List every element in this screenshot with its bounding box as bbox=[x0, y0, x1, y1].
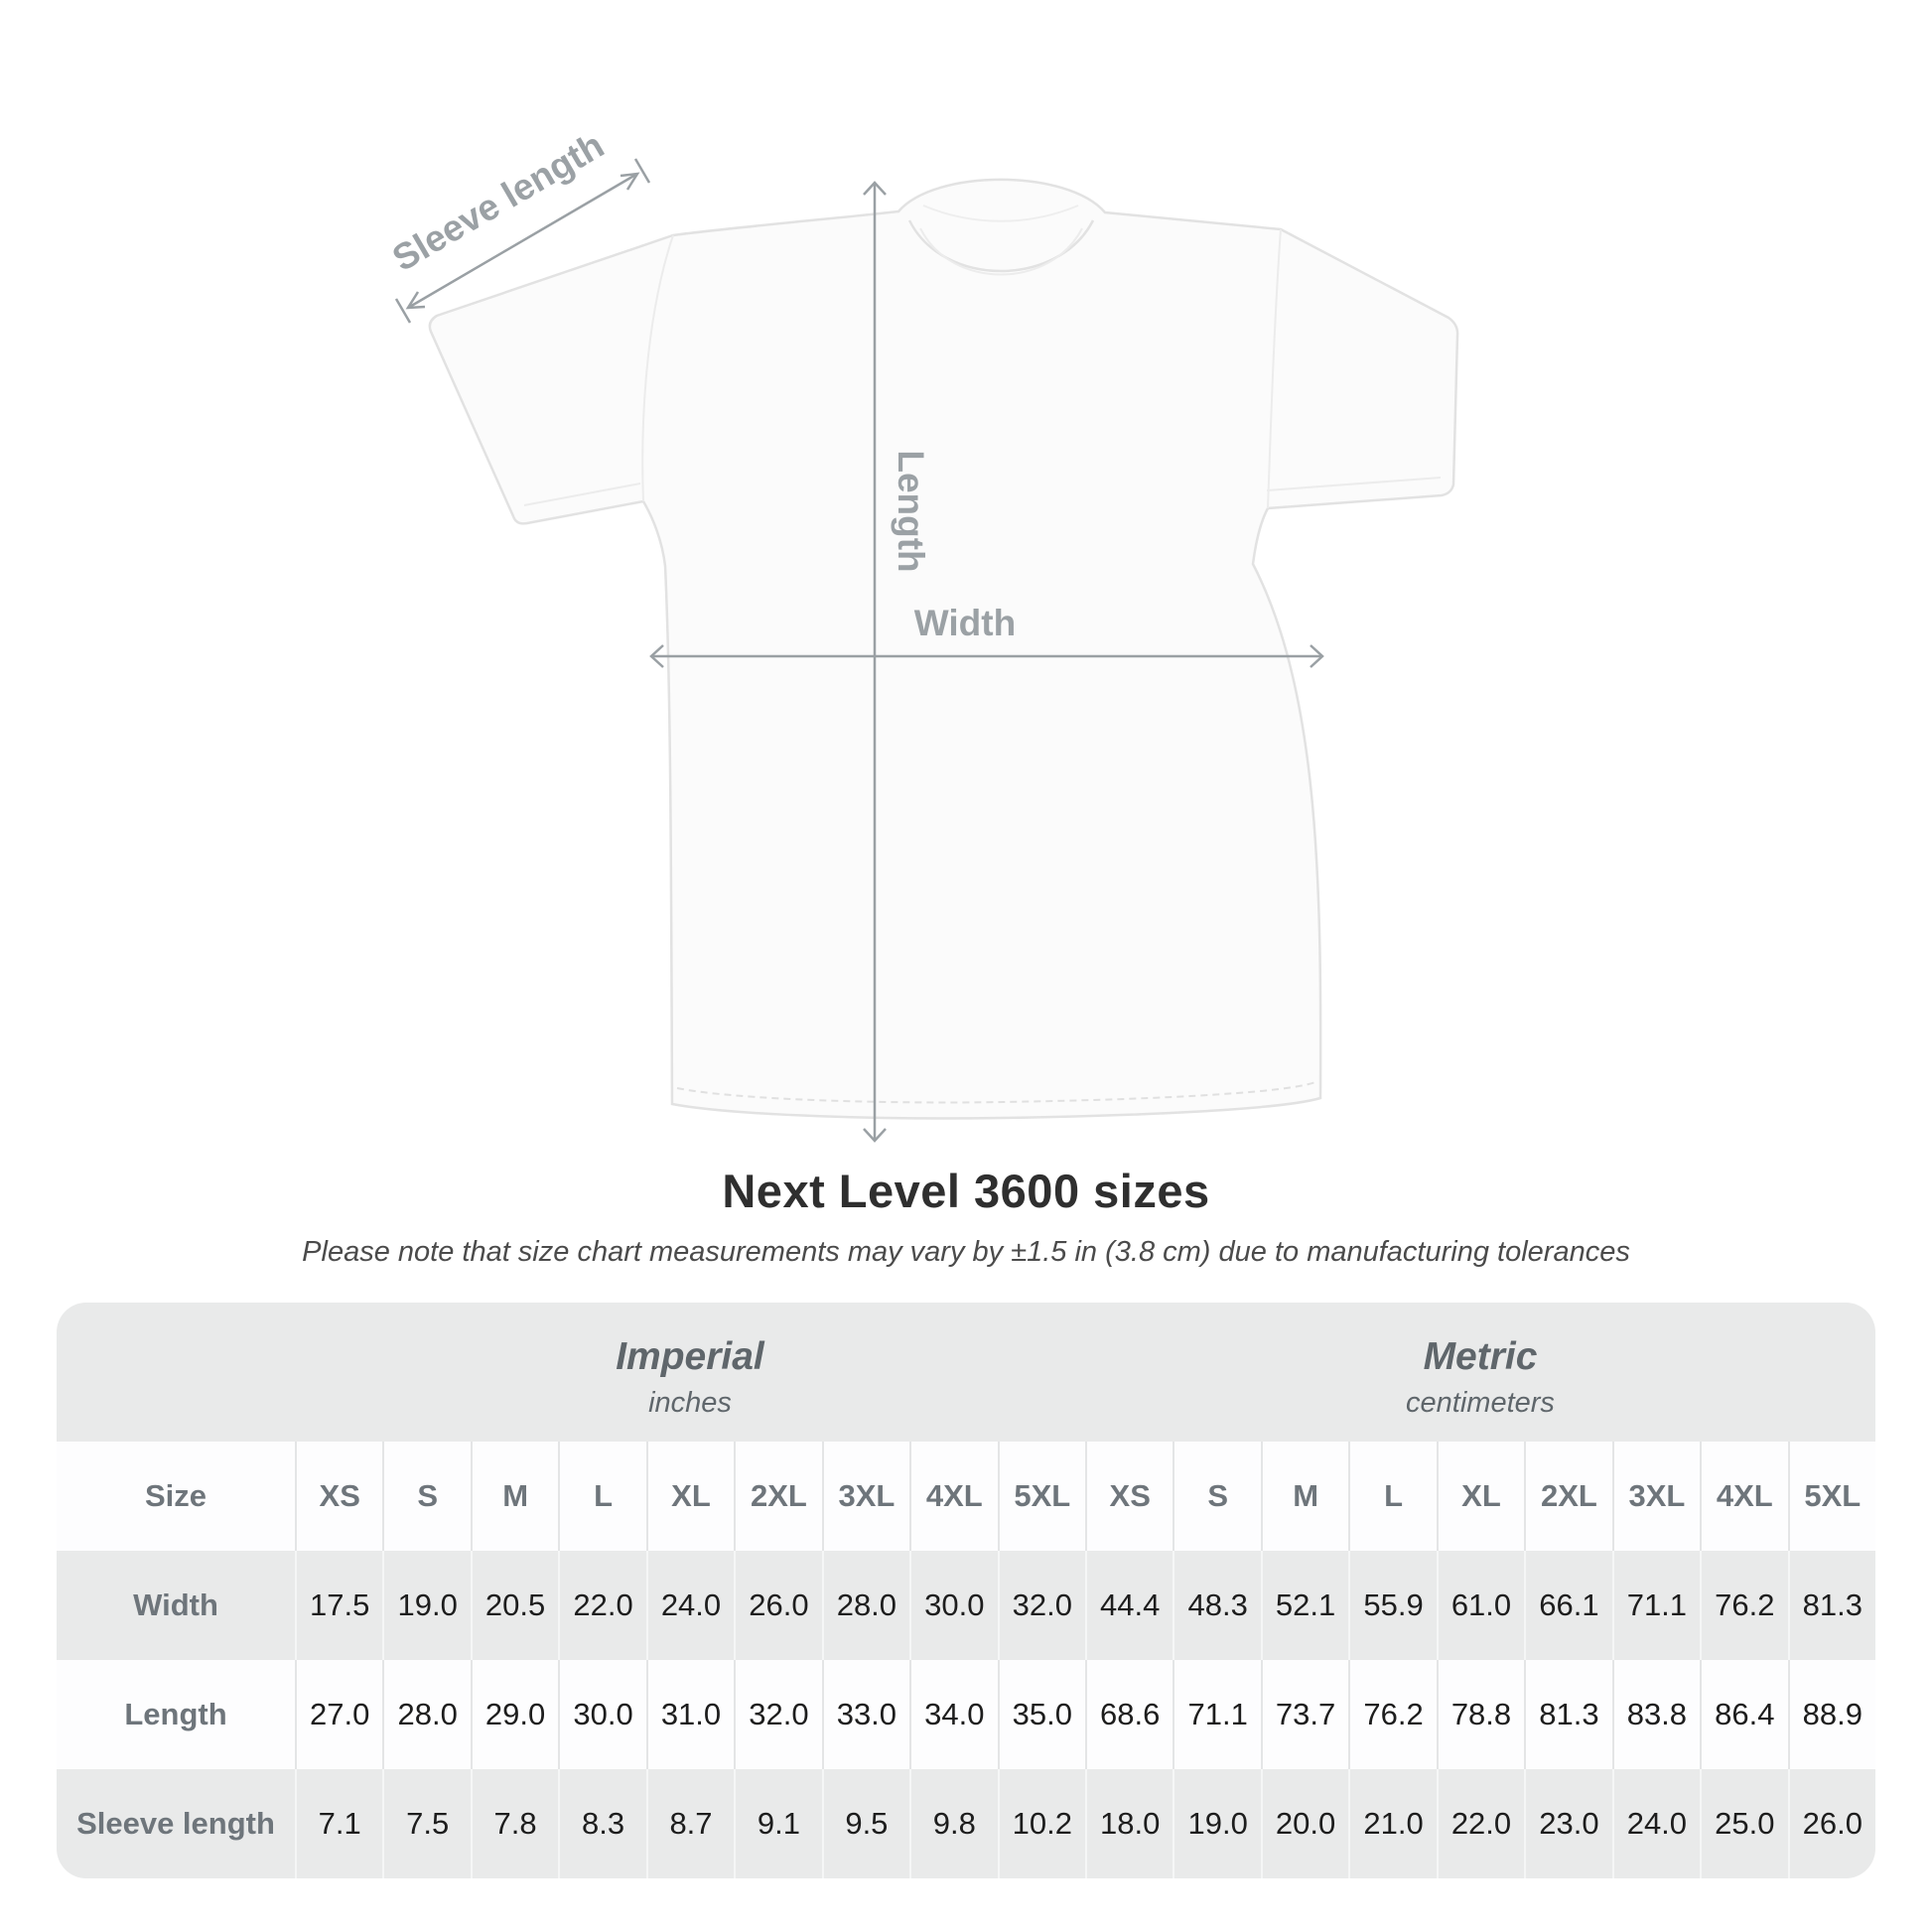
row-label: Size bbox=[144, 1478, 207, 1513]
column-header: L bbox=[558, 1442, 645, 1551]
metric-heading: Metric bbox=[1423, 1334, 1538, 1378]
column-header: XL bbox=[646, 1442, 734, 1551]
value-cell: 28.0 bbox=[822, 1551, 909, 1660]
column-header: M bbox=[471, 1442, 558, 1551]
tolerance-note: Please note that size chart measurements may vary by ±1.5 in (3.8 cm) due to manufacturing tolerances bbox=[302, 1236, 1630, 1268]
value-cell: 55.9 bbox=[1348, 1551, 1436, 1660]
column-header: 4XL bbox=[909, 1442, 997, 1551]
value-cell: 7.1 bbox=[295, 1769, 382, 1878]
value-cell: 22.0 bbox=[1437, 1769, 1524, 1878]
tshirt-body bbox=[430, 180, 1457, 1119]
sleeve-length-row bbox=[57, 1769, 1875, 1878]
value-cell: 33.0 bbox=[822, 1660, 909, 1769]
column-header: 3XL bbox=[822, 1442, 909, 1551]
length-row bbox=[57, 1660, 1875, 1769]
value-cell: 9.5 bbox=[822, 1769, 909, 1878]
column-header: 2XL bbox=[734, 1442, 821, 1551]
value-cell: 21.0 bbox=[1348, 1769, 1436, 1878]
column-header: 4XL bbox=[1700, 1442, 1787, 1551]
value-cell: 81.3 bbox=[1788, 1551, 1875, 1660]
value-cell: 88.9 bbox=[1788, 1660, 1875, 1769]
unit-band bbox=[57, 1303, 1875, 1442]
value-cell: 34.0 bbox=[909, 1660, 997, 1769]
value-cell: 81.3 bbox=[1524, 1660, 1611, 1769]
value-cell: 20.5 bbox=[471, 1551, 558, 1660]
column-header: 5XL bbox=[998, 1442, 1085, 1551]
value-cell: 76.2 bbox=[1700, 1551, 1787, 1660]
column-header: 5XL bbox=[1788, 1442, 1875, 1551]
column-header: S bbox=[382, 1442, 470, 1551]
unit-group-metric bbox=[1085, 1325, 1875, 1420]
imperial-unit-label: inches bbox=[648, 1386, 732, 1419]
value-cell: 83.8 bbox=[1612, 1660, 1700, 1769]
value-cell: 10.2 bbox=[998, 1769, 1085, 1878]
value-cell: 19.0 bbox=[382, 1551, 470, 1660]
value-cell: 48.3 bbox=[1173, 1551, 1260, 1660]
page-title: Next Level 3600 sizes bbox=[722, 1165, 1210, 1217]
value-cell: 28.0 bbox=[382, 1660, 470, 1769]
row-label: Length bbox=[124, 1697, 227, 1731]
row-label: Sleeve length bbox=[76, 1806, 275, 1841]
value-cell: 17.5 bbox=[295, 1551, 382, 1660]
column-header: XS bbox=[295, 1442, 382, 1551]
value-cell: 78.8 bbox=[1437, 1660, 1524, 1769]
value-cell: 29.0 bbox=[471, 1660, 558, 1769]
length-label: Length bbox=[891, 450, 931, 573]
size-chart-table bbox=[57, 1303, 1875, 1878]
value-cell: 25.0 bbox=[1700, 1769, 1787, 1878]
value-cell: 68.6 bbox=[1085, 1660, 1173, 1769]
row-label: Width bbox=[133, 1587, 218, 1622]
value-cell: 30.0 bbox=[558, 1660, 645, 1769]
value-cell: 26.0 bbox=[1788, 1769, 1875, 1878]
heading-block bbox=[0, 1164, 1932, 1269]
column-header: XS bbox=[1085, 1442, 1173, 1551]
column-header: 3XL bbox=[1612, 1442, 1700, 1551]
value-cell: 71.1 bbox=[1173, 1660, 1260, 1769]
value-cell: 71.1 bbox=[1612, 1551, 1700, 1660]
value-cell: 32.0 bbox=[998, 1551, 1085, 1660]
value-cell: 8.3 bbox=[558, 1769, 645, 1878]
value-cell: 66.1 bbox=[1524, 1551, 1611, 1660]
value-cell: 9.8 bbox=[909, 1769, 997, 1878]
column-header: 2XL bbox=[1524, 1442, 1611, 1551]
value-cell: 8.7 bbox=[646, 1769, 734, 1878]
value-cell: 24.0 bbox=[646, 1551, 734, 1660]
value-cell: 7.8 bbox=[471, 1769, 558, 1878]
value-cell: 20.0 bbox=[1261, 1769, 1348, 1878]
column-header: XL bbox=[1437, 1442, 1524, 1551]
sleeve-length-label: Sleeve length bbox=[385, 124, 612, 280]
column-header: L bbox=[1348, 1442, 1436, 1551]
tshirt-illustration bbox=[430, 180, 1457, 1119]
column-header: M bbox=[1261, 1442, 1348, 1551]
value-cell: 19.0 bbox=[1173, 1769, 1260, 1878]
value-cell: 26.0 bbox=[734, 1551, 821, 1660]
value-cell: 35.0 bbox=[998, 1660, 1085, 1769]
value-cell: 61.0 bbox=[1437, 1551, 1524, 1660]
value-cell: 52.1 bbox=[1261, 1551, 1348, 1660]
unit-group-imperial bbox=[295, 1325, 1085, 1420]
value-cell: 23.0 bbox=[1524, 1769, 1611, 1878]
value-cell: 30.0 bbox=[909, 1551, 997, 1660]
metric-unit-label: centimeters bbox=[1406, 1386, 1555, 1419]
value-cell: 73.7 bbox=[1261, 1660, 1348, 1769]
width-label: Width bbox=[913, 603, 1017, 643]
imperial-heading: Imperial bbox=[616, 1334, 764, 1378]
column-header: S bbox=[1173, 1442, 1260, 1551]
value-cell: 18.0 bbox=[1085, 1769, 1173, 1878]
value-cell: 27.0 bbox=[295, 1660, 382, 1769]
value-cell: 76.2 bbox=[1348, 1660, 1436, 1769]
value-cell: 22.0 bbox=[558, 1551, 645, 1660]
value-cell: 24.0 bbox=[1612, 1769, 1700, 1878]
value-cell: 7.5 bbox=[382, 1769, 470, 1878]
value-cell: 32.0 bbox=[734, 1660, 821, 1769]
size-header-row bbox=[57, 1442, 1875, 1551]
value-cell: 86.4 bbox=[1700, 1660, 1787, 1769]
value-cell: 9.1 bbox=[734, 1769, 821, 1878]
value-cell: 44.4 bbox=[1085, 1551, 1173, 1660]
value-cell: 31.0 bbox=[646, 1660, 734, 1769]
width-row bbox=[57, 1551, 1875, 1660]
